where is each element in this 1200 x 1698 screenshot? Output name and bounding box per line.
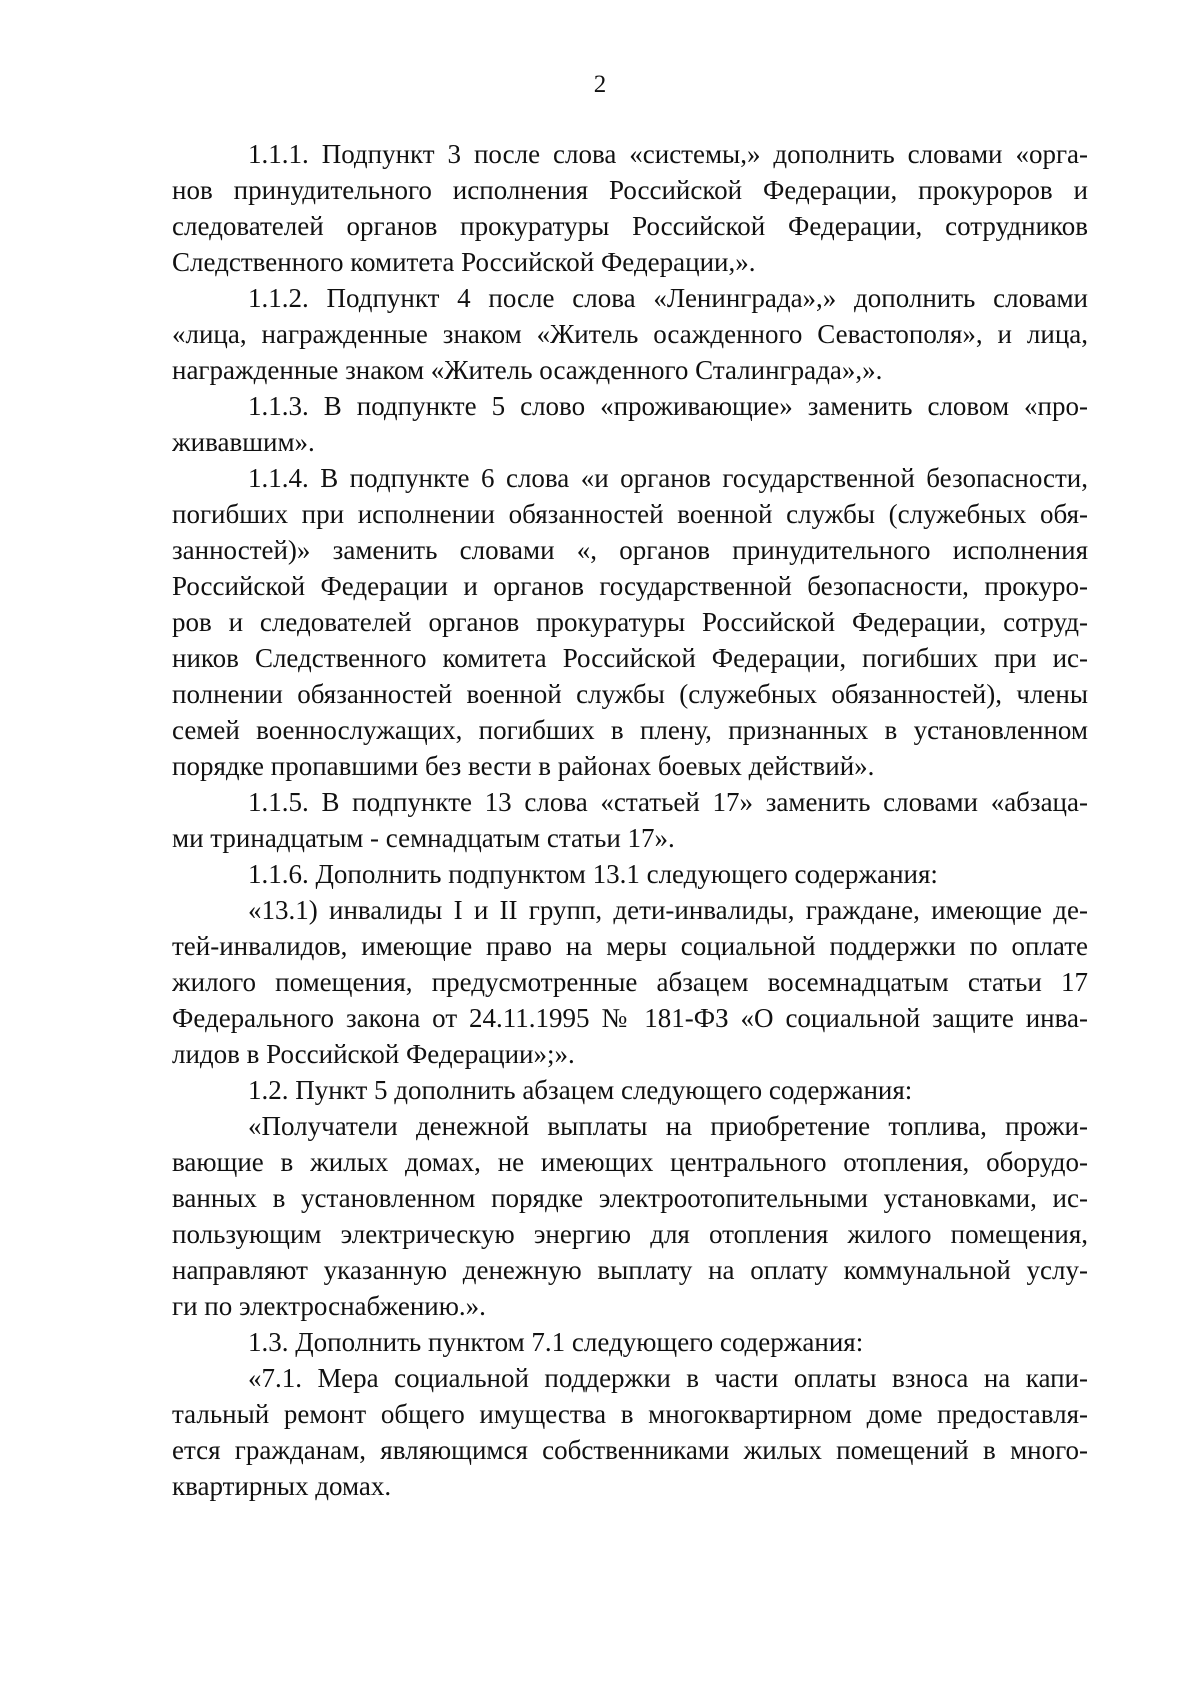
text-line: нов принудительного исполнения Российской Федерации, прокуроров и [172, 175, 1088, 205]
text-line: занностей)» заменить словами «, органов принудительного исполнения [172, 535, 1088, 565]
text-line: следователей органов прокуратуры Российской Федерации, сотрудников [172, 211, 1088, 241]
text-line: тальный ремонт общего имущества в многоквартирном доме предоставля- [172, 1399, 1088, 1429]
paragraph [172, 460, 1088, 784]
text-line: порядке пропавшими без вести в районах боевых действий». [172, 751, 875, 781]
text-line: 1.1.1. Подпункт 3 после слова «системы,» дополнить словами «орга- [248, 139, 1088, 169]
text-line: квартирных домах. [172, 1471, 392, 1501]
text-line: 1.3. Дополнить пунктом 7.1 следующего содержания: [248, 1327, 864, 1357]
text-line: Российской Федерации и органов государственной безопасности, прокуро- [172, 571, 1088, 601]
text-line: пользующим электрическую энергию для отопления жилого помещения, [172, 1219, 1088, 1249]
text-line: Федерального закона от 24.11.1995 № 181-ФЗ «О социальной защите инва- [172, 1003, 1088, 1033]
document-body [172, 136, 1088, 1504]
text-line: 1.1.4. В подпункте 6 слова «и органов государственной безопасности, [248, 463, 1088, 493]
text-line: живавшим». [172, 427, 315, 457]
text-line: «Получатели денежной выплаты на приобретение топлива, прожи- [248, 1111, 1088, 1141]
text-line: награжденные знаком «Житель осажденного Сталинграда»,». [172, 355, 883, 385]
paragraph [172, 892, 1088, 1072]
paragraph [172, 136, 1088, 280]
text-line: 1.1.6. Дополнить подпунктом 13.1 следующего содержания: [248, 859, 938, 889]
text-line: «лица, награжденные знаком «Житель осажденного Севастополя», и лица, [172, 319, 1088, 349]
paragraph [172, 280, 1088, 388]
text-line: полнении обязанностей военной службы (служебных обязанностей), члены [172, 679, 1088, 709]
text-line: вающие в жилых домах, не имеющих центрального отопления, оборудо- [172, 1147, 1088, 1177]
text-line: ми тринадцатым - семнадцатым статьи 17». [172, 823, 675, 853]
text-line: ванных в установленном порядке электроотопительными установками, ис- [172, 1183, 1088, 1213]
paragraph [172, 1108, 1088, 1324]
text-line: «13.1) инвалиды I и II групп, дети-инвалиды, граждане, имеющие де- [248, 895, 1088, 925]
paragraph [172, 856, 1088, 892]
page-number: 2 [593, 71, 607, 98]
text-line: «7.1. Мера социальной поддержки в части оплаты взноса на капи- [248, 1363, 1088, 1393]
text-line: семей военнослужащих, погибших в плену, признанных в установленном [172, 715, 1088, 745]
text-line: ников Следственного комитета Российской Федерации, погибших при ис- [172, 643, 1088, 673]
paragraph [172, 1324, 1088, 1360]
text-line: 1.1.2. Подпункт 4 после слова «Ленинграда»,» дополнить словами [248, 283, 1088, 313]
paragraph [172, 388, 1088, 460]
paragraph [172, 784, 1088, 856]
text-line: 1.1.5. В подпункте 13 слова «статьей 17» заменить словами «абзаца- [248, 787, 1088, 817]
text-line: погибших при исполнении обязанностей военной службы (служебных обя- [172, 499, 1088, 529]
text-line: 1.2. Пункт 5 дополнить абзацем следующего содержания: [248, 1075, 913, 1105]
text-line: 1.1.3. В подпункте 5 слово «проживающие» заменить словом «про- [248, 391, 1088, 421]
text-line: тей-инвалидов, имеющие право на меры социальной поддержки по оплате [172, 931, 1088, 961]
text-line: ется гражданам, являющимся собственниками жилых помещений в много- [172, 1435, 1088, 1465]
text-line: ров и следователей органов прокуратуры Российской Федерации, сотруд- [172, 607, 1088, 637]
paragraph [172, 1072, 1088, 1108]
text-line: жилого помещения, предусмотренные абзацем восемнадцатым статьи 17 [172, 967, 1088, 997]
text-line: Следственного комитета Российской Федерации,». [172, 247, 756, 277]
text-line: лидов в Российской Федерации»;». [172, 1039, 575, 1069]
text-line: ги по электроснабжению.». [172, 1291, 486, 1321]
text-line: направляют указанную денежную выплату на оплату коммунальной услу- [172, 1255, 1088, 1285]
paragraph [172, 1360, 1088, 1504]
